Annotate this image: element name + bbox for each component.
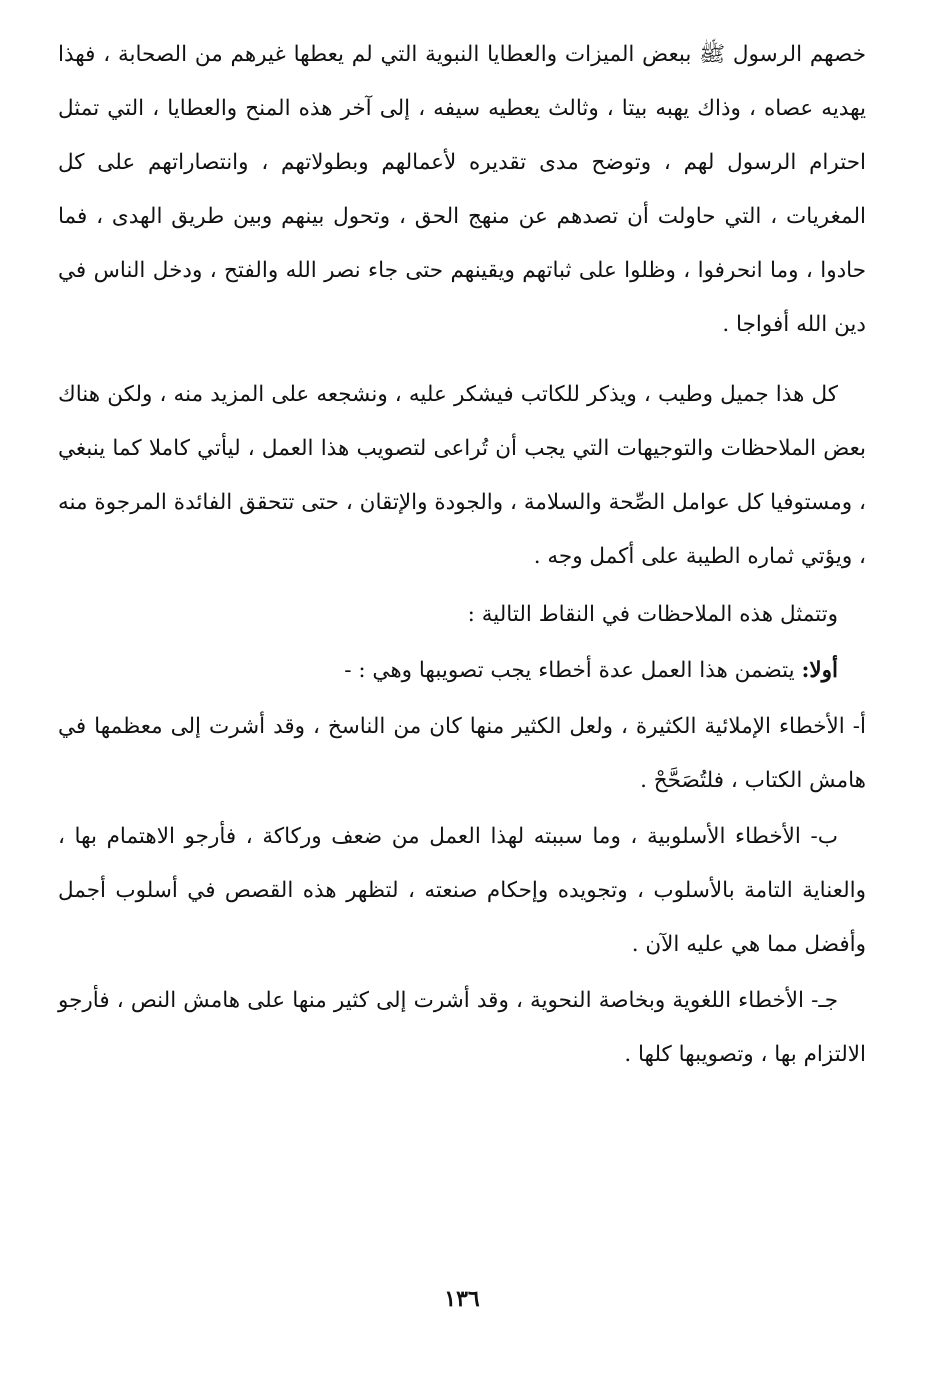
paragraph-grammar-errors: جـ- الأخطاء اللغوية وبخاصة النحوية ، وقد أشرت إلى كثير منها على هامش النص ، فأرجو الالتزام بها ، وتصويبها كلها .	[58, 988, 866, 1067]
paragraph-first-point	[58, 644, 866, 698]
document-page	[58, 28, 866, 1348]
paragraph-companions-gifts: خصهم الرسول ﷺ ببعض الميزات والعطايا النبوية التي لم يعطها غيرهم من الصحابة ، فهذا يهديه عصاه ، وذاك يهبه بيتا ، وثالث يعطيه سيفه ، إلى آخر هذه المنح والعطايا ، التي تمثل احترام الرسول لهم ، وتوضح مدى تقديره لأعمالهم وبطولاتهم ، وانتصاراتهم على كل المغريات ، التي حاولت أن تصدهم عن منهج الحق ، وتحول بينهم وبين طريق الهدى ، فما حادوا ، وما انحرفوا ، وظلوا على ثباتهم ويقينهم حتى جاء نصر الله والفتح ، ودخل الناس في دين الله أفواجا .	[58, 42, 866, 337]
paragraph-notes-intro: وتتمثل هذه الملاحظات في النقاط التالية :	[467, 602, 838, 627]
paragraph-praise-and-notes: كل هذا جميل وطيب ، ويذكر للكاتب فيشكر عليه ، ونشجعه على المزيد منه ، ولكن هناك بعض الملاحظات والتوجيهات التي يجب أن تُراعى لتصويب هذا العمل ، ليأتي كاملا كما ينبغي ، ومستوفيا كل عوامل الصِّحة والسلامة ، والجودة والإتقان ، حتى تتحقق الفائدة المرجوة منه ، ويؤتي ثماره الطيبة على أكمل وجه .	[58, 382, 866, 569]
first-point-lead: أولا:	[801, 658, 838, 683]
paragraph-style-errors: ب- الأخطاء الأسلوبية ، وما سببته لهذا العمل من ضعف وركاكة ، فأرجو الاهتمام بها ، والعناية التامة بالأسلوب ، وتجويده وإحكام صنعته ، لتظهر هذه القصص في أسلوب أجمل وأفضل مما هي عليه الآن .	[58, 824, 866, 957]
paragraph-spelling-errors: أ- الأخطاء الإملائية الكثيرة ، ولعل الكثير منها كان من الناسخ ، وقد أشرت إلى معظمها في هامش الكتاب ، فلتُصَحَّحْ .	[58, 714, 866, 793]
first-point-text: يتضمن هذا العمل عدة أخطاء يجب تصويبها وهي : -	[344, 658, 802, 683]
page-number: ١٣٦	[444, 1286, 480, 1312]
